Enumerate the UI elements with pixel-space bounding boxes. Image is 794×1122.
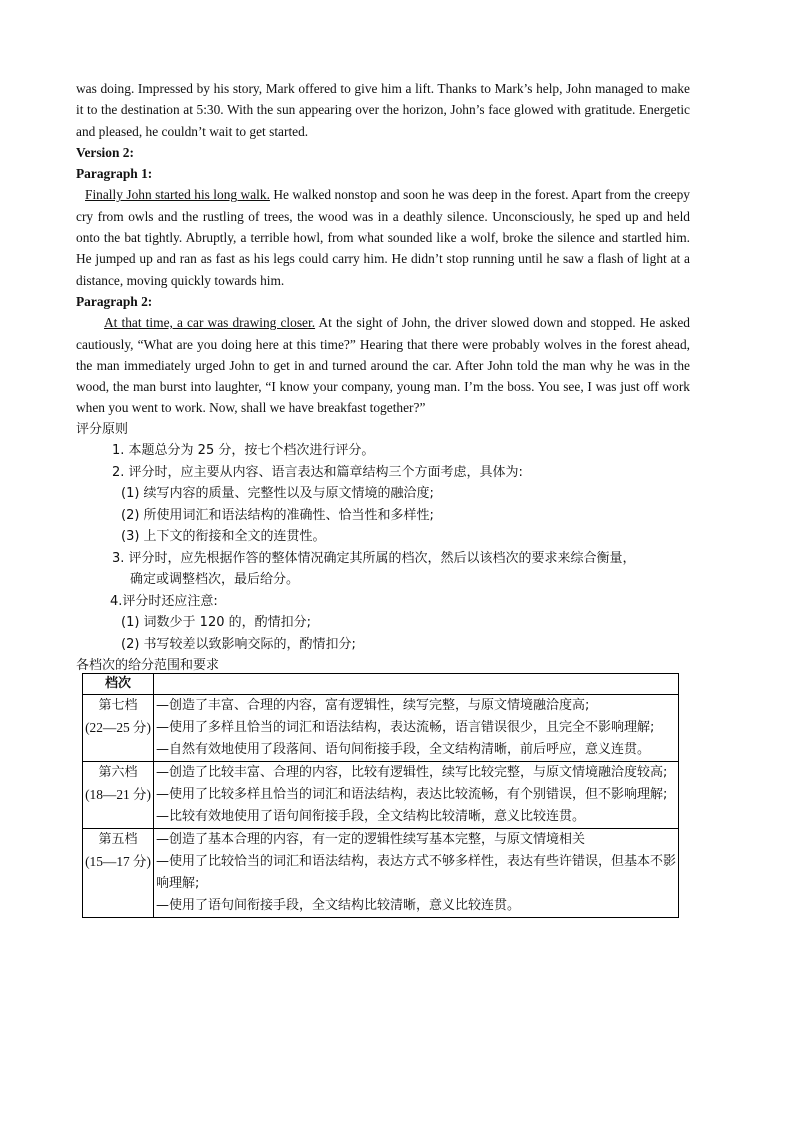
continuation-paragraph: was doing. Impressed by his story, Mark offered to give him a lift. Thanks to Mark’s help, John managed to make it to the destination at 5:30. With the sun appearing over the horizon, John’s face glowed with gratitude. Energetic and pleased, he couldn’t wait to get started.: [76, 81, 690, 139]
rule-4-item-1: (1) 词数少于 120 的，酌情扣分;: [121, 615, 312, 631]
level-cell: [83, 829, 154, 918]
table-row: [83, 829, 679, 918]
rules-title: 评分原则: [76, 421, 129, 437]
paragraph1-lead-sentence: Finally John started his long walk.: [85, 187, 270, 203]
level-name: 第七档: [98, 698, 138, 713]
requirement-line: —使用了多样且恰当的词汇和语法结构，表达流畅，语言错误很少，且完全不影响理解;: [156, 720, 655, 735]
table-header-requirements: [154, 674, 679, 695]
table-caption: 各档次的给分范围和要求: [76, 658, 220, 674]
requirement-line: —创造了丰富、合理的内容，富有逻辑性，续写完整，与原文情境融洽度高;: [156, 698, 590, 713]
rule-4: 4.评分时还应注意:: [110, 593, 218, 609]
requirement-line: —比较有效地使用了语句间衔接手段，全文结构比较清晰，意义比较连贯。: [156, 809, 586, 824]
rule-3-continued: 确定或调整档次，最后给分。: [130, 572, 300, 588]
requirement-line: —使用了语句间衔接手段，全文结构比较清晰，意义比较连贯。: [156, 898, 521, 913]
rule-2-item-3: (3) 上下文的衔接和全文的连贯性。: [121, 529, 326, 545]
rule-2-item-1: (1) 续写内容的质量、完整性以及与原文情境的融洽度;: [121, 486, 434, 502]
level-range: (18—21 分): [85, 787, 151, 802]
paragraph2-heading: Paragraph 2:: [76, 293, 153, 309]
table-header-level: 档次: [83, 674, 154, 695]
requirement-line: —自然有效地使用了段落间、语句间衔接手段，全文结构清晰，前后呼应，意义连贯。: [156, 742, 651, 757]
level-name: 第六档: [98, 765, 138, 780]
document-body: [76, 78, 690, 677]
paragraph1-heading: Paragraph 1:: [76, 166, 153, 182]
level-cell: [83, 762, 154, 829]
level-range: (22—25 分): [85, 720, 151, 735]
requirement-line: —创造了基本合理的内容，有一定的逻辑性续写基本完整，与原文情境相关: [156, 832, 586, 847]
paragraph1-body: [76, 184, 690, 290]
rule-3: 3. 评分时，应先根据作答的整体情况确定其所属的档次，然后以该档次的要求来综合衡量，: [112, 550, 636, 566]
level-range: (15—17 分): [85, 854, 151, 869]
requirement-line: —使用了比较多样且恰当的词汇和语法结构，表达比较流畅，有个别错误，但不影响理解;: [156, 787, 668, 802]
level-name: 第五档: [98, 832, 138, 847]
requirements-cell: [154, 829, 679, 918]
rule-2-item-2: (2) 所使用词汇和语法结构的准确性、恰当性和多样性;: [121, 507, 434, 523]
level-cell: [83, 695, 154, 762]
paragraph2-body: [76, 312, 690, 418]
paragraph1-text: He walked nonstop and soon he was deep in the forest. Apart from the creepy cry from owls and the rustling of trees, the wood was in a deathly silence. Unconsciously, he sped up and held onto the bat tightly. Abruptly, a terrible howl, from what sounded like a wolf, broke the silence and startled him. He jumped up and ran as fast as his legs could carry him. He didn’t stop running until he saw a flash of light at a distance, moving quickly towards him.: [76, 187, 690, 288]
rule-2: 2. 评分时，应主要从内容、语言表达和篇章结构三个方面考虑，具体为:: [112, 464, 523, 480]
requirement-line: —使用了比较恰当的词汇和语法结构，表达方式不够多样性，表达有些许错误，但基本不影响理解;: [156, 854, 677, 891]
requirement-line: —创造了比较丰富、合理的内容，比较有逻辑性，续写比较完整，与原文情境融洽度较高;: [156, 765, 668, 780]
requirements-cell: [154, 695, 679, 762]
scoring-rules: [76, 419, 690, 677]
rule-4-item-2: (2) 书写较差以致影响交际的，酌情扣分;: [121, 636, 356, 652]
paragraph2-lead-sentence: At that time, a car was drawing closer.: [104, 315, 316, 331]
requirements-cell: [154, 762, 679, 829]
version-heading: Version 2:: [76, 144, 134, 160]
table-row: [83, 695, 679, 762]
table-row: [83, 762, 679, 829]
table-header-row: [83, 674, 679, 695]
rule-1: 1. 本题总分为 25 分，按七个档次进行评分。: [112, 443, 375, 459]
paragraph2-text: At the sight of John, the driver slowed down and stopped. He asked cautiously, “What are you doing here at this time?” Hearing that there were probably wolves in the forest ahead, the man immediately urged John to get in and turned around the car. After John told the man why he was in the wood, the man burst into laughter, “I know your company, young man. I’m the boss. You see, I was just off work when you went to work. Now, shall we have breakfast together?”: [76, 315, 690, 416]
grading-table: [82, 673, 679, 918]
